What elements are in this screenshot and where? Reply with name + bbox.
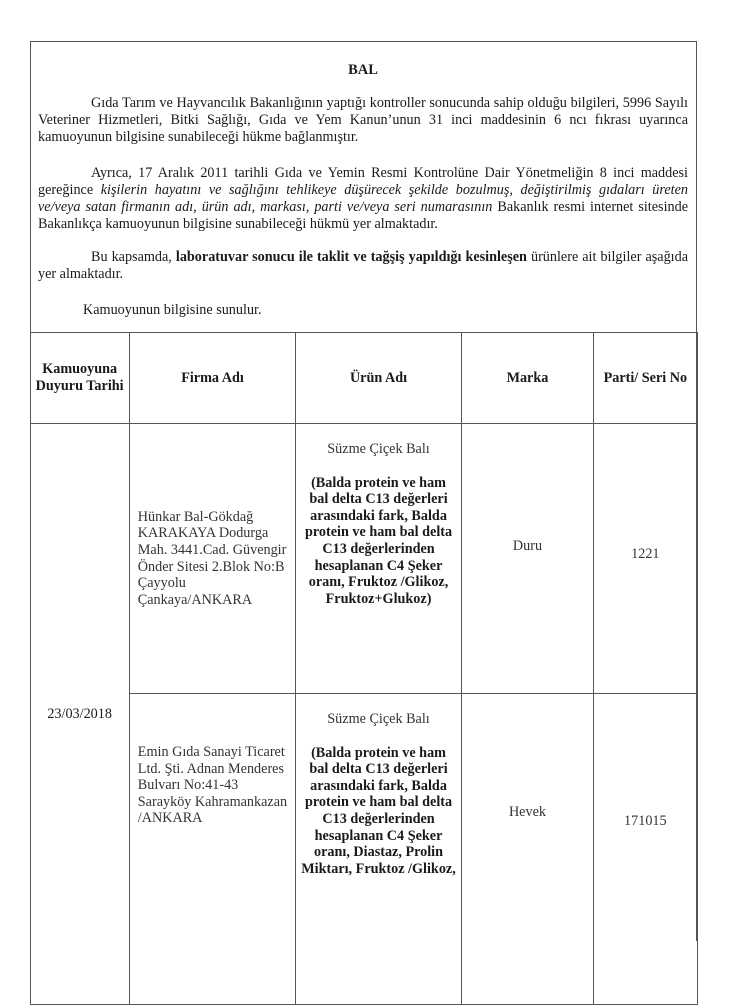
table-row — [30, 424, 697, 694]
firm-name: Emin Gıda Sanayi Ticaret Ltd. Şti. Adnan Menderes Bulvarı No:41-43 Sarayköy Kahramankazan /ANKARA — [129, 694, 295, 1005]
header-firm-name: Firma Adı — [129, 333, 295, 424]
lot-number: 1221 — [631, 546, 660, 562]
table-row — [30, 694, 697, 1005]
lot-number: 171015 — [624, 813, 667, 829]
paragraph-legal-basis: Gıda Tarım ve Hayvancılık Bakanlığının yaptığı kontroller sonucunda sahip olduğu bilgileri, 5996 Sayılı Veteriner Hizmetleri, Bitki Sağlığı, Gıda ve Yem Kanun’unun 31 inci maddesinin 6 ncı fıkrası uyarınca kamuoyunun bilgisine sunabileceği hükme bağlanmıştır. — [38, 95, 688, 145]
lot-cell — [594, 424, 697, 694]
header-brand: Marka — [461, 333, 593, 424]
paragraph-scope — [38, 249, 688, 283]
paragraph-regulation-end: Bakanlık resmi internet sitesinde Bakanlıkça kamuoyunun bilgisine sunabileceği hükmü yer almaktadır. — [38, 199, 688, 232]
table-header-row — [30, 333, 697, 424]
header-lot-number: Parti/ Seri No — [594, 333, 697, 424]
product-reason: (Balda protein ve ham bal delta C13 değerleri arasındaki fark, Balda protein ve ham bal delta C13 değerlerinden hesaplanan C4 Şeker oranı, Fruktoz /Glikoz, Fruktoz+Glukoz) — [304, 474, 453, 607]
firm-name: Hünkar Bal-Gökdağ KARAKAYA Dodurga Mah. 3441.Cad. Güvengir Önder Sitesi 2.Blok No:B Çayyolu Çankaya/ANKARA — [129, 424, 295, 694]
lot-cell — [594, 694, 697, 1005]
brand-cell — [461, 694, 593, 1005]
header-product-name: Ürün Adı — [296, 333, 461, 424]
paragraph-closing: Kamuoyunun bilgisine sunulur. — [83, 302, 262, 318]
product-reason: (Balda protein ve ham bal delta C13 değerleri arasındaki fark, Balda protein ve ham bal delta C13 değerlerinden hesaplanan C4 Şeker oranı, Diastaz, Prolin Miktarı, Fruktoz /Glikoz, — [301, 744, 456, 877]
header-announcement-date: Kamuoyuna Duyuru Tarihi — [30, 333, 129, 424]
product-name: Süzme Çiçek Balı — [327, 711, 430, 727]
product-name: Süzme Çiçek Balı — [327, 441, 430, 457]
paragraph-regulation-italic: kişilerin hayatını ve sağlığını tehlikeye düşürecek şekilde bozulmuş, değiştirilmiş gıdaları üreten ve/veya satan firmanın adı, ürün adı, markası, parti ve/veya seri numarasının — [38, 182, 688, 215]
brand: Duru — [512, 538, 543, 554]
paragraph-regulation — [38, 165, 688, 233]
brand-cell — [461, 424, 593, 694]
products-table — [30, 332, 698, 1005]
intro-section — [31, 42, 695, 333]
product-cell — [296, 694, 461, 1005]
document-title: BAL — [348, 62, 378, 78]
paragraph-regulation-start: Ayrıca, 17 Aralık 2011 tarihli Gıda ve Yemin Resmi Kontrolüne Dair Yönetmeliğin 8 inci maddesi gereğince — [38, 165, 688, 198]
paragraph-scope-end: ürünlere ait bilgiler aşağıda yer almaktadır. — [38, 249, 688, 282]
paragraph-scope-start: Bu kapsamda, — [91, 249, 176, 265]
announcement-date: 23/03/2018 — [30, 424, 129, 1005]
brand: Hevek — [508, 804, 546, 820]
product-cell — [296, 424, 461, 694]
document-page — [30, 41, 697, 941]
paragraph-scope-bold: laboratuvar sonucu ile taklit ve tağşiş yapıldığı kesinleşen — [175, 249, 527, 265]
